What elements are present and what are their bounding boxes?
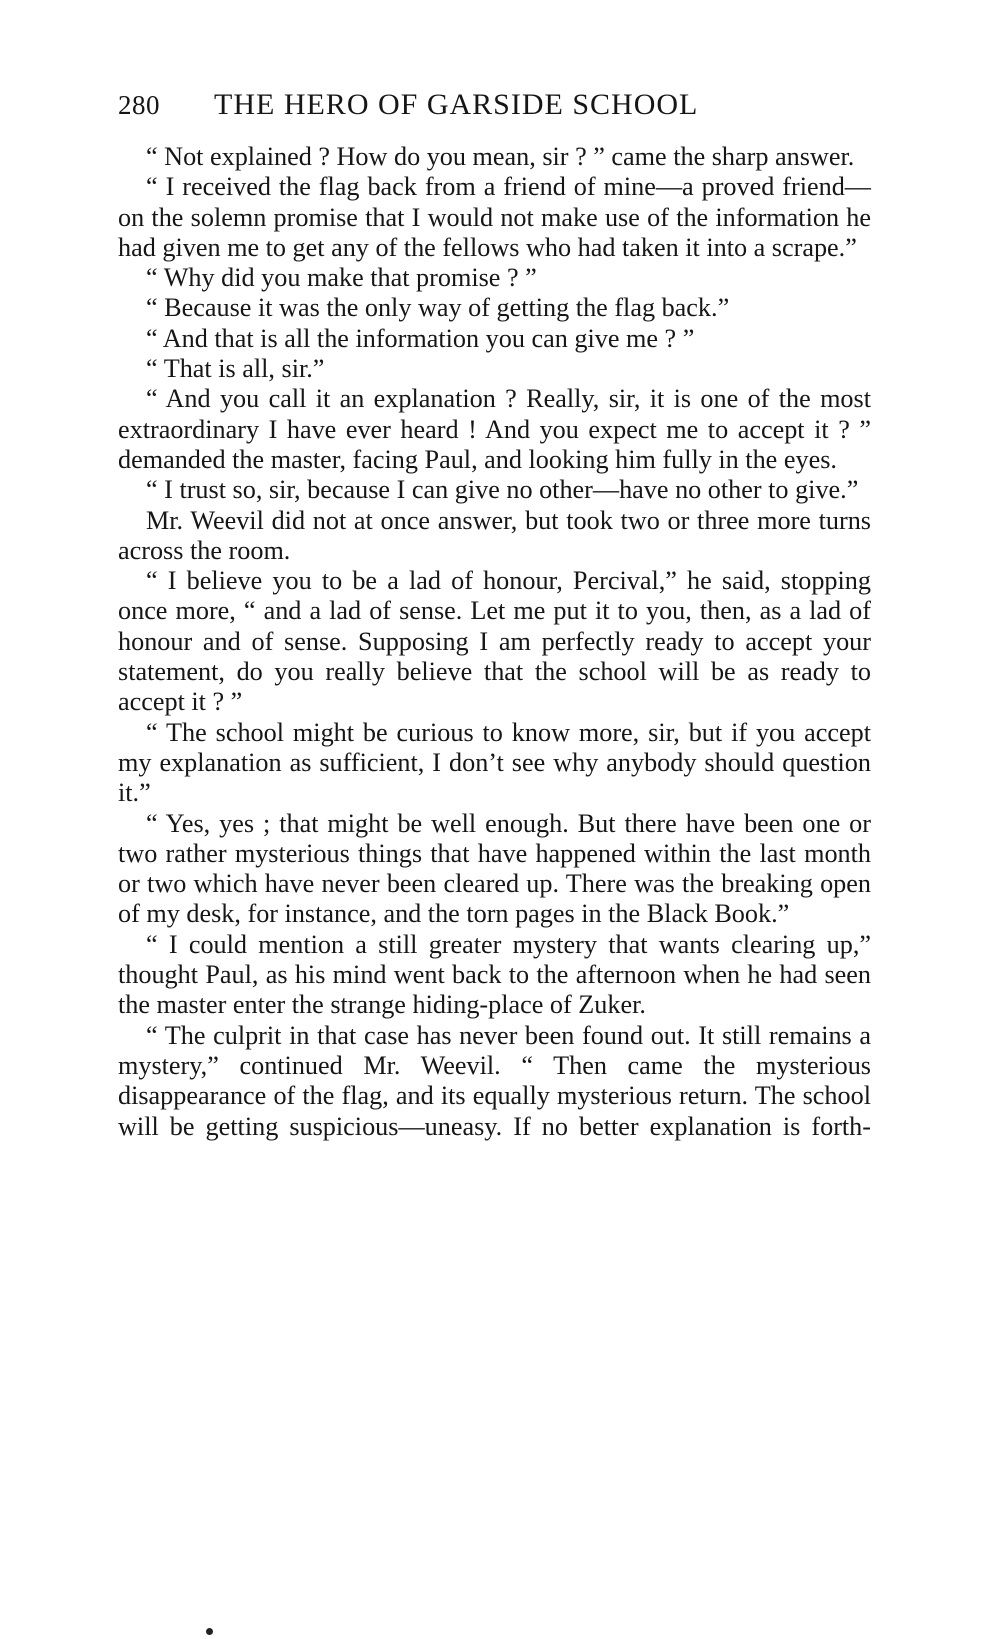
book-page [118,88,871,1142]
paragraph: “ I received the flag back from a friend of mine—a proved friend—on the solemn promise that I would not make use of the information he had given me to get any of the fellows who had taken it into a scrape.” [118,172,871,262]
page-number: 280 [118,90,160,120]
paragraph: “ The culprit in that case has never been found out. It still remains a mystery,” continued Mr. Weevil. “ Then came the mysterious disappearance of the flag, and its equally mysterious return. The school will be getting suspicious—uneasy. If no better explanation is forth- [118,1020,871,1141]
paragraph: Mr. Weevil did not at once answer, but took two or three more turns across the room. [118,505,871,565]
body-text [118,142,871,1142]
paragraph: “ The school might be curious to know more, sir, but if you accept my explanation as sufficient, I don’t see why anybody should question it.” [118,717,871,808]
paragraph: “ Not explained ? How do you mean, sir ? ” came the sharp answer. [146,142,855,171]
paragraph: “ And that is all the information you can give me ? ” [146,323,695,353]
paragraph: “ I believe you to be a lad of honour, Percival,” he said, stopping once more, “ and a lad of sense. Let me put it to you, then, as a lad of honour and of sense. Supposing I am perfectly ready to accept your statement, do you really believe that the school will be as ready to accept it ? ” [118,566,871,717]
paragraph: “ Because it was the only way of getting the flag back.” [146,293,730,323]
paragraph: “ Yes, yes ; that might be well enough. But there have been one or two rather mysterious things that have happened within the last month or two which have never been cleared up. There was the breaking open of my desk, for instance, and the torn pages in the Black Book.” [118,808,871,929]
running-title: THE HERO OF GARSIDE SCHOOL [214,88,699,121]
paragraph: “ I trust so, sir, because I can give no other—have no other to give.” [146,475,859,505]
paragraph: “ And you call it an explanation ? Really, sir, it is one of the most extraordinary I have ever heard ! And you expect me to accept it ? ” demanded the master, facing Paul, and looking him fully in the eyes. [118,384,871,474]
running-header [118,88,871,132]
print-speck [206,1628,213,1635]
paragraph: “ Why did you make that promise ? ” [146,263,537,293]
paragraph: “ I could mention a still greater mystery that wants clearing up,” thought Paul, as his mind went back to the afternoon when he had seen the master enter the strange hiding-place of Zuker. [118,929,871,1020]
paragraph: “ That is all, sir.” [146,354,325,384]
